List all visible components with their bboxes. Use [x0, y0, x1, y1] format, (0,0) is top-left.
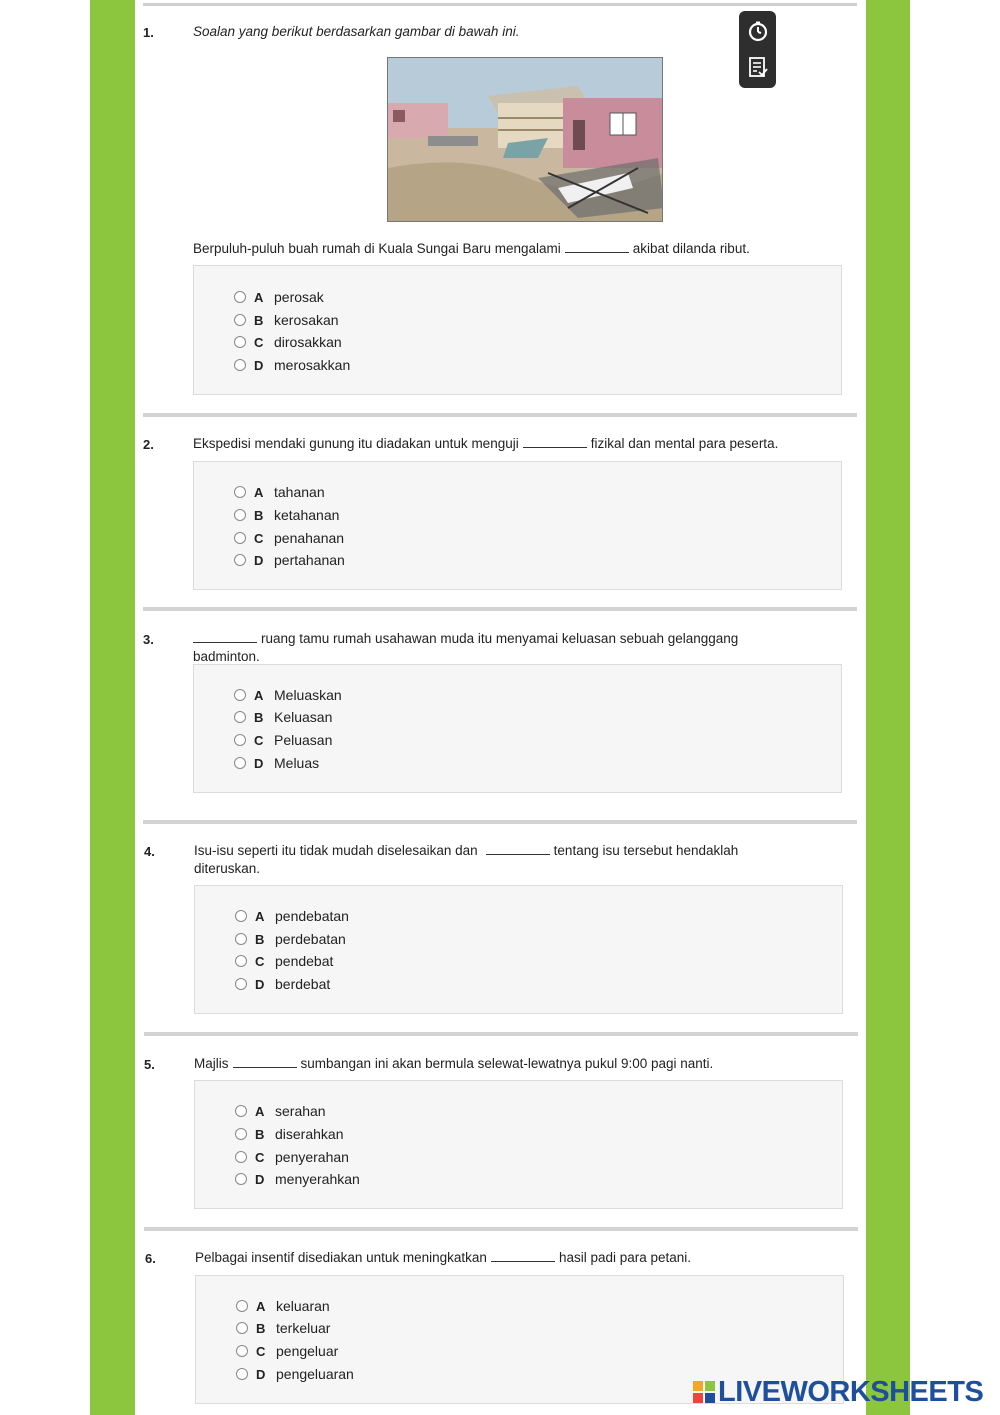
timer-button[interactable]: [743, 15, 772, 46]
radio-button[interactable]: [234, 509, 246, 521]
answer-blank: [193, 631, 257, 643]
checklist-icon: [747, 56, 769, 78]
option-a[interactable]: [234, 685, 342, 705]
logo-mark-icon: [692, 1380, 716, 1404]
option-letter: D: [254, 755, 264, 771]
question-text-after: sumbangan ini akan bermula selewat-lewatnya pukul 9:00 pagi nanti.: [300, 1056, 714, 1071]
radio-button[interactable]: [234, 291, 246, 303]
answer-blank: [233, 1056, 297, 1068]
options-box: [194, 1080, 843, 1209]
storm-damage-illustration: [387, 57, 663, 222]
option-letter: D: [255, 1171, 265, 1187]
radio-button[interactable]: [235, 1173, 247, 1185]
radio-button[interactable]: [234, 532, 246, 544]
option-letter: B: [256, 1320, 266, 1336]
radio-button[interactable]: [236, 1300, 248, 1312]
option-b[interactable]: [235, 929, 346, 949]
option-a[interactable]: [235, 1101, 326, 1121]
option-c[interactable]: [235, 951, 333, 971]
question-number: 3.: [143, 632, 154, 647]
radio-button[interactable]: [235, 955, 247, 967]
radio-button[interactable]: [235, 933, 247, 945]
option-letter: C: [255, 953, 265, 969]
option-letter: B: [255, 1126, 265, 1142]
option-label: pendebat: [275, 953, 334, 969]
option-letter: D: [254, 552, 264, 568]
question-text: [195, 1249, 691, 1267]
question-text-before: Majlis: [194, 1056, 229, 1071]
option-b[interactable]: [234, 707, 332, 727]
radio-button[interactable]: [235, 910, 247, 922]
option-letter: A: [255, 908, 265, 924]
option-label: kerosakan: [274, 312, 339, 328]
question-text-after: tentang isu tersebut hendaklah: [553, 843, 739, 858]
radio-button[interactable]: [234, 734, 246, 746]
option-label: Peluasan: [274, 732, 333, 748]
option-label: penyerahan: [275, 1149, 349, 1165]
answer-blank: [486, 843, 550, 855]
option-letter: A: [256, 1298, 266, 1314]
option-letter: B: [254, 709, 264, 725]
question-number: 2.: [143, 437, 154, 452]
option-label: ketahanan: [274, 507, 340, 523]
radio-button[interactable]: [234, 359, 246, 371]
option-letter: B: [254, 507, 264, 523]
right-green-margin: [866, 0, 910, 1415]
question-number: 1.: [143, 25, 154, 40]
option-letter: C: [256, 1343, 266, 1359]
option-letter: D: [254, 357, 264, 373]
option-a[interactable]: [235, 906, 349, 926]
option-label: Keluasan: [274, 709, 333, 725]
option-letter: C: [254, 530, 264, 546]
options-box: [193, 265, 842, 395]
question-text: [194, 1055, 713, 1073]
option-a[interactable]: [234, 482, 325, 502]
question-text-before: Ekspedisi mendaki gunung itu diadakan untuk menguji: [193, 436, 519, 451]
option-b[interactable]: [236, 1318, 330, 1338]
option-letter: D: [256, 1366, 266, 1382]
logo-text: LIVEWORKSHEETS: [718, 1375, 984, 1408]
question-divider: [144, 1032, 858, 1036]
option-label: perosak: [274, 289, 324, 305]
question-text-after: hasil padi para petani.: [558, 1250, 692, 1265]
radio-button[interactable]: [235, 1105, 247, 1117]
top-divider: [143, 3, 857, 6]
option-label: tahanan: [274, 484, 325, 500]
option-a[interactable]: [234, 287, 324, 307]
question-text: [193, 435, 778, 453]
question-divider: [143, 413, 857, 417]
option-label: dirosakkan: [274, 334, 342, 350]
option-d[interactable]: [235, 1169, 360, 1189]
option-letter: A: [254, 687, 264, 703]
radio-button[interactable]: [234, 554, 246, 566]
question-text-before: Isu-isu seperti itu tidak mudah diselesaikan dan: [194, 843, 478, 858]
option-d[interactable]: [236, 1364, 354, 1384]
option-c[interactable]: [235, 1147, 349, 1167]
question-divider: [143, 607, 857, 611]
radio-button[interactable]: [236, 1345, 248, 1357]
liveworksheets-logo[interactable]: [692, 1375, 983, 1409]
option-letter: B: [254, 312, 264, 328]
option-label: berdebat: [275, 976, 331, 992]
option-letter: A: [254, 289, 264, 305]
option-label: pengeluar: [276, 1343, 339, 1359]
option-label: diserahkan: [275, 1126, 344, 1142]
answer-blank: [523, 436, 587, 448]
option-d[interactable]: [234, 753, 319, 773]
answer-blank: [491, 1250, 555, 1262]
question-divider: [144, 1227, 858, 1231]
question-text-before: Berpuluh-puluh buah rumah di Kuala Sungai Baru mengalami: [193, 241, 561, 256]
option-letter: A: [255, 1103, 265, 1119]
option-label: terkeluar: [276, 1320, 331, 1336]
radio-button[interactable]: [236, 1368, 248, 1380]
radio-button[interactable]: [236, 1322, 248, 1334]
option-c[interactable]: [234, 332, 342, 352]
question-text: [194, 842, 738, 878]
option-letter: C: [255, 1149, 265, 1165]
radio-button[interactable]: [234, 757, 246, 769]
radio-button[interactable]: [234, 314, 246, 326]
floating-toolbar: [739, 11, 776, 88]
question-number: 5.: [144, 1057, 155, 1072]
option-label: penahanan: [274, 530, 345, 546]
question-text-before: Pelbagai insentif disediakan untuk meningkatkan: [195, 1250, 487, 1265]
option-c[interactable]: [234, 730, 332, 750]
question-intro: Soalan yang berikut berdasarkan gambar di bawah ini.: [193, 24, 520, 39]
option-d[interactable]: [234, 355, 350, 375]
radio-button[interactable]: [234, 336, 246, 348]
option-b[interactable]: [234, 310, 339, 330]
radio-button[interactable]: [235, 1128, 247, 1140]
option-label: pengeluaran: [276, 1366, 354, 1382]
option-label: Meluas: [274, 755, 320, 771]
option-b[interactable]: [235, 1124, 344, 1144]
question-text-after: ruang tamu rumah usahawan muda itu menyamai keluasan sebuah gelanggang: [261, 631, 739, 646]
option-label: perdebatan: [275, 931, 346, 947]
question-text-after: akibat dilanda ribut.: [632, 241, 750, 256]
question-text: [193, 630, 738, 666]
option-letter: D: [255, 976, 265, 992]
radio-button[interactable]: [234, 689, 246, 701]
option-label: serahan: [275, 1103, 326, 1119]
option-label: merosakkan: [274, 357, 351, 373]
options-box: [193, 461, 842, 590]
left-green-margin: [90, 0, 135, 1415]
question-text-line2: diteruskan.: [194, 861, 261, 876]
radio-button[interactable]: [235, 1151, 247, 1163]
option-label: keluaran: [276, 1298, 330, 1314]
radio-button[interactable]: [234, 486, 246, 498]
radio-button[interactable]: [235, 978, 247, 990]
stopwatch-icon: [747, 20, 769, 42]
option-label: menyerahkan: [275, 1171, 360, 1187]
option-c[interactable]: [234, 528, 344, 548]
option-letter: B: [255, 931, 265, 947]
finish-button[interactable]: [743, 51, 772, 82]
question-number: 4.: [144, 844, 155, 859]
option-label: Meluaskan: [274, 687, 342, 703]
option-d[interactable]: [234, 550, 345, 570]
question-divider: [143, 820, 857, 824]
radio-button[interactable]: [234, 711, 246, 723]
question-text: [193, 240, 750, 258]
option-label: pertahanan: [274, 552, 345, 568]
option-label: pendebatan: [275, 908, 349, 924]
options-box: [193, 664, 842, 793]
question-number: 6.: [145, 1251, 156, 1266]
option-letter: C: [254, 732, 264, 748]
storm-damage-image: [388, 58, 663, 222]
option-letter: C: [254, 334, 264, 350]
options-box: [194, 885, 843, 1014]
option-c[interactable]: [236, 1341, 338, 1361]
option-a[interactable]: [236, 1296, 330, 1316]
option-d[interactable]: [235, 974, 330, 994]
option-b[interactable]: [234, 505, 339, 525]
option-letter: A: [254, 484, 264, 500]
answer-blank: [565, 241, 629, 253]
question-text-after: fizikal dan mental para peserta.: [590, 436, 779, 451]
question-text-line2: badminton.: [193, 649, 260, 664]
